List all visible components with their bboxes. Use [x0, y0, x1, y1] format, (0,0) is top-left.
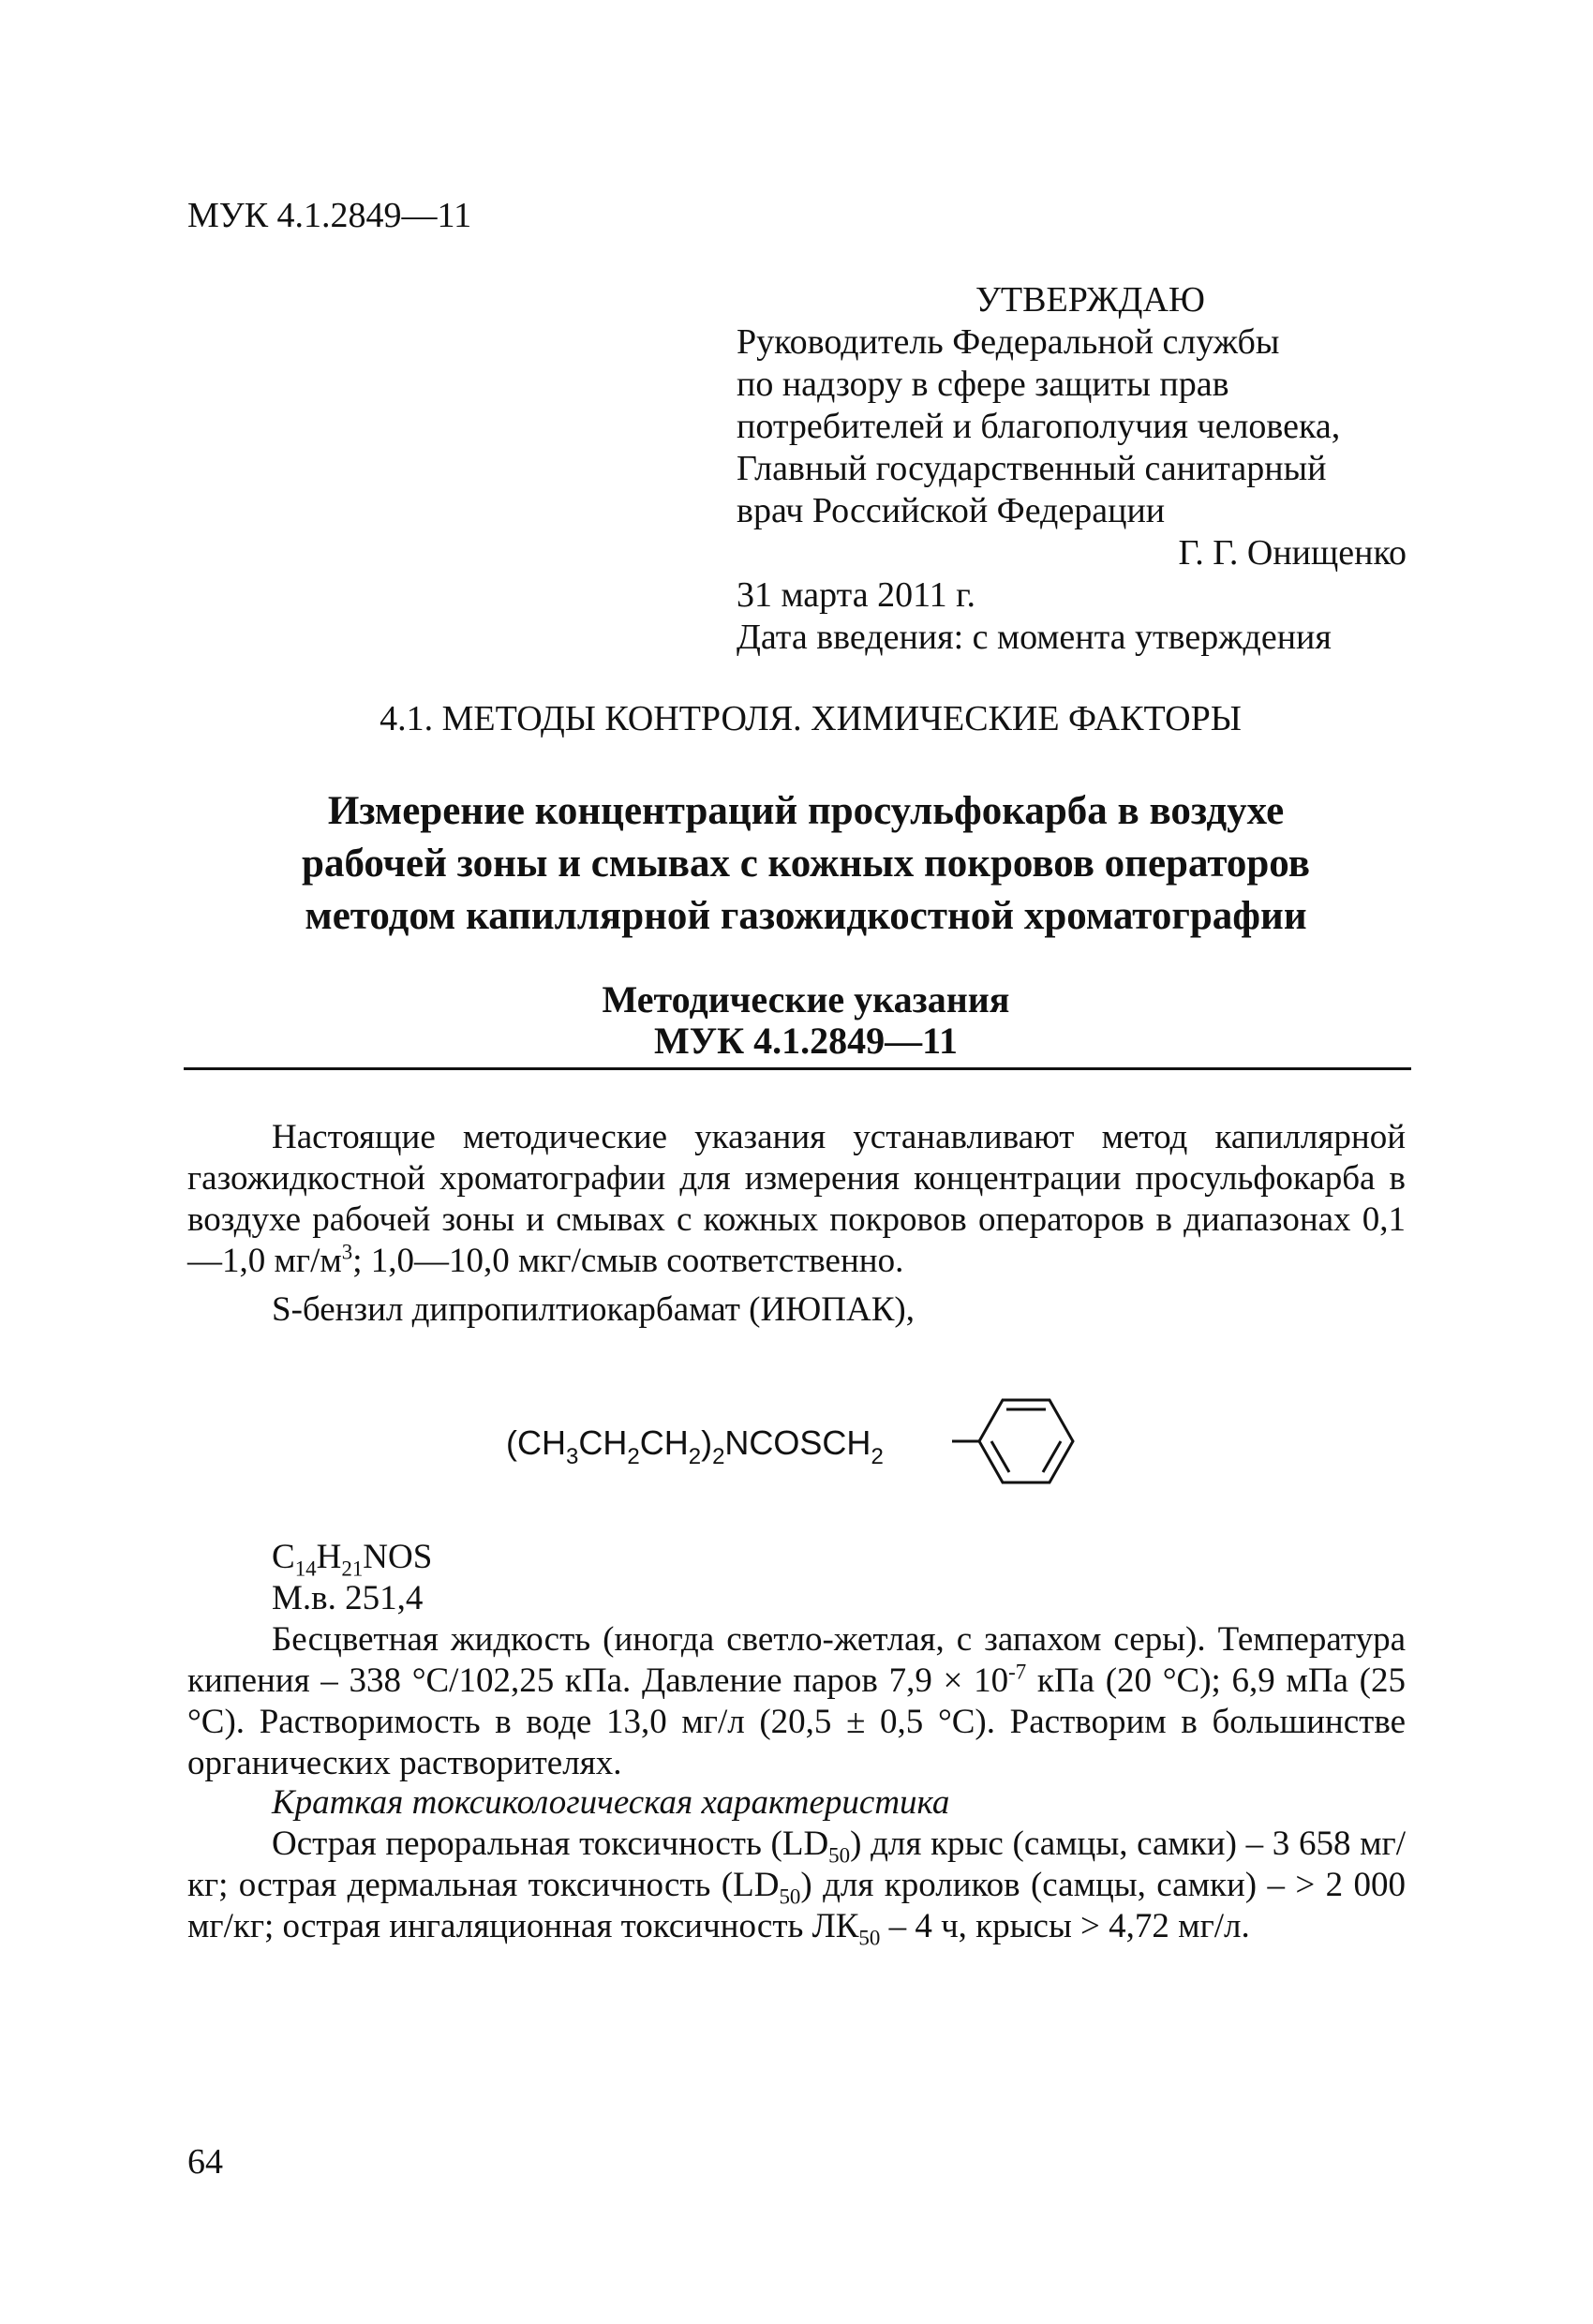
approval-signatory: Г. Г. Онищенко	[1178, 533, 1407, 573]
approval-date: 31 марта 2011 г.	[737, 575, 975, 615]
approval-title: УТВЕРЖДАЮ	[975, 280, 1205, 320]
approval-line: потребителей и благополучия человека,	[737, 407, 1341, 446]
approval-line: по надзору в сфере защиты прав	[737, 365, 1229, 404]
document-subtitle	[150, 979, 1462, 1062]
structural-formula-svg	[506, 1387, 1106, 1490]
document-code-header: МУК 4.1.2849—11	[187, 196, 472, 235]
structural-formula	[506, 1387, 1106, 1490]
title-line: методом капиллярной газожидкостной хроматографии	[305, 894, 1307, 938]
toxicity-paragraph: Острая пероральная токсичность $(LD_{50})$ для крыс (самцы, самки) – 3 658 мг/кг; острая дермальная токсичность $(LD_{50})$ для кроликов (самцы, самки) – > 2 000 мг/кг; острая ингаляционная токсичность $ЛК_{50} - 4$ ч, крысы > 4,72 мг/л.	[187, 1825, 1406, 1950]
formula-text: $(CH_3CH_2CH_2)_2NCOSCH_2$	[506, 1423, 884, 1469]
toxicology-heading: Краткая токсикологическая характеристика	[272, 1783, 950, 1822]
document-title	[150, 785, 1462, 943]
intro-text-end: ; 1,0—10,0 мкг/смыв соответственно.	[352, 1242, 904, 1280]
subtitle-code: МУК 4.1.2849—11	[654, 1020, 958, 1062]
page-number: 64	[187, 2142, 223, 2182]
chemical-formula: $C_{14}H_{21}NOS$ М.в. 251,4	[272, 1538, 433, 1617]
molecular-weight: М.в. 251,4	[272, 1579, 424, 1617]
benzene-ring-icon	[979, 1400, 1073, 1482]
section-title: 4.1. МЕТОДЫ КОНТРОЛЯ. ХИМИЧЕСКИЕ ФАКТОРЫ	[380, 699, 1242, 738]
approval-block	[737, 279, 1407, 659]
intro-text: Настоящие методические указания устанавливают метод капиллярной газожидкостной хроматографии для измерения концентрации просульфокарба в воздухе рабочей зоны и смывах с кожных покровов операторов в диапазонах 0,1—1,0 мг/м	[187, 1118, 1406, 1280]
title-line: Измерение концентраций просульфокарба в воздухе	[327, 789, 1285, 833]
approval-line: Главный государственный санитарный	[737, 449, 1327, 488]
title-line: рабочей зоны и смывах с кожных покровов операторов	[302, 842, 1310, 886]
approval-line: Руководитель Федеральной службы	[737, 322, 1280, 362]
subtitle-line: Методические указания	[602, 978, 1010, 1020]
properties-paragraph: Бесцветная жидкость (иногда светло-жетлая, с запахом серы). Температура кипения – 338 °С/102,25 кПа. Давление паров $7,9 \times 10^{-7}$ кПа (20 °С); 6,9 мПа (25 °С). Растворимость в воде 13,0 мг/л (20,5 ± 0,5 °С). Растворим в большинстве органических растворителях.	[187, 1620, 1406, 1782]
iupac-name: S-бензил дипропилтиокарбамат (ИЮПАК),	[272, 1290, 915, 1329]
intro-paragraph	[187, 1117, 1406, 1282]
horizontal-rule	[184, 1067, 1411, 1070]
approval-effective-date: Дата введения: с момента утверждения	[737, 618, 1332, 657]
superscript: 3	[341, 1240, 353, 1264]
approval-line: врач Российской Федерации	[737, 491, 1166, 530]
